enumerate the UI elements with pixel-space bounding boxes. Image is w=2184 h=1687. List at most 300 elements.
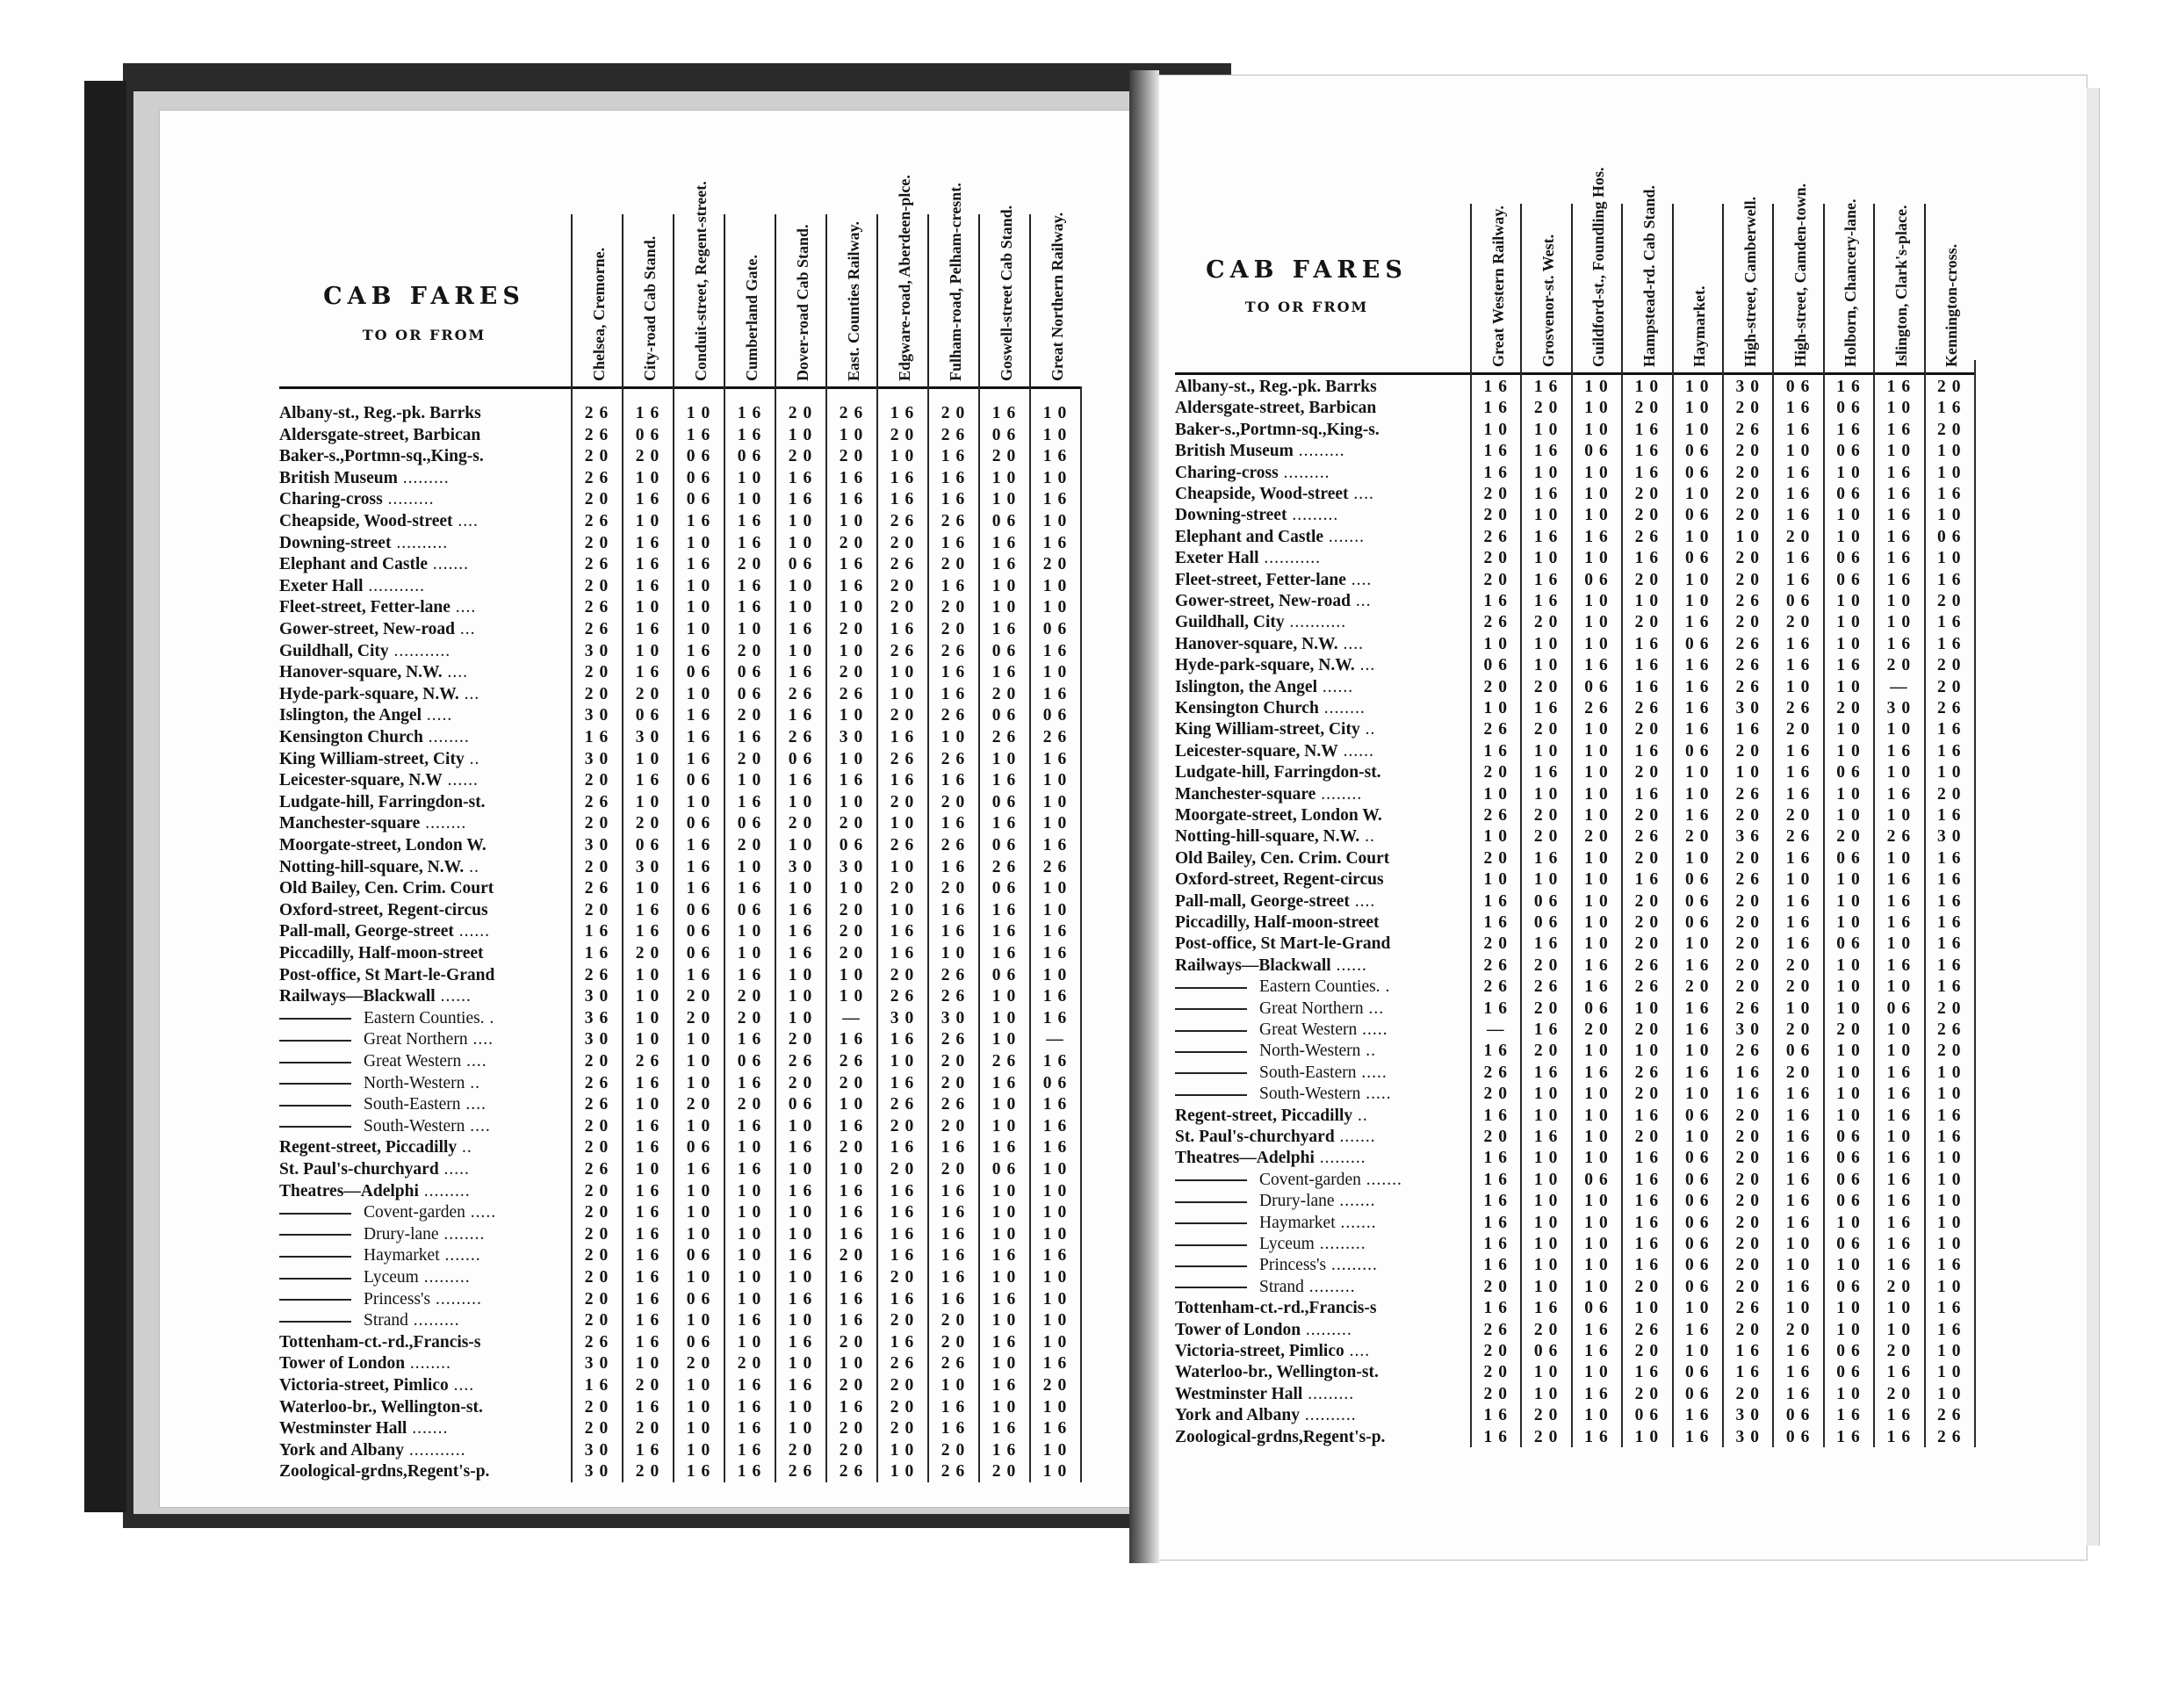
fare-cell: 10 bbox=[991, 1397, 1022, 1417]
table-row bbox=[279, 1417, 1080, 1439]
table-row bbox=[279, 899, 1080, 921]
fare-cell: 16 bbox=[1886, 506, 1917, 525]
fare-cell: 06 bbox=[991, 641, 1022, 660]
fare-cell: 16 bbox=[1785, 485, 1816, 503]
fare-cell: 20 bbox=[584, 1268, 615, 1287]
leader-dots: ...... bbox=[1337, 741, 1374, 761]
fare-cell: 20 bbox=[1483, 570, 1513, 589]
place-name bbox=[1175, 1083, 1467, 1105]
fare-cell: 06 bbox=[1836, 399, 1866, 418]
fare-cell: 20 bbox=[1634, 806, 1665, 825]
table-row bbox=[1175, 397, 1974, 419]
fare-cell: 16 bbox=[1886, 1235, 1917, 1253]
fare-cell: 16 bbox=[1533, 592, 1564, 610]
fare-cell: 20 bbox=[1735, 1277, 1765, 1296]
fare-cell: 10 bbox=[788, 1419, 818, 1438]
fare-cell: 06 bbox=[1785, 592, 1816, 610]
fare-cell: 16 bbox=[1836, 1427, 1866, 1446]
leader-dots: .... bbox=[465, 1116, 491, 1135]
fare-cell: 16 bbox=[1483, 999, 1513, 1018]
table-row bbox=[279, 1136, 1080, 1158]
fare-cell: 06 bbox=[686, 771, 717, 790]
fare-cell: 10 bbox=[1836, 891, 1866, 911]
place-name bbox=[1175, 590, 1467, 612]
place-name bbox=[1175, 1383, 1467, 1405]
table-row bbox=[1175, 483, 1974, 505]
fare-cell: 10 bbox=[1937, 1384, 1967, 1403]
fare-cell: 16 bbox=[1886, 1406, 1917, 1425]
fare-cell: — bbox=[1486, 1020, 1510, 1039]
fare-cell: 16 bbox=[1483, 399, 1513, 418]
fare-cell: 10 bbox=[1042, 576, 1073, 595]
place-name bbox=[279, 1158, 567, 1180]
fare-cell: 16 bbox=[1785, 1277, 1816, 1296]
place-label: South-Western bbox=[1259, 1085, 1361, 1104]
fare-cell: 16 bbox=[1533, 1128, 1564, 1146]
fare-cell: 16 bbox=[941, 771, 971, 790]
fare-cell: 16 bbox=[686, 1160, 717, 1179]
fare-cell: 16 bbox=[1785, 549, 1816, 568]
fare-cell: 16 bbox=[1785, 741, 1816, 761]
column-header bbox=[825, 214, 876, 386]
fare-cell: 20 bbox=[941, 1332, 971, 1352]
fare-cell: 10 bbox=[991, 1268, 1022, 1287]
fare-cell: 10 bbox=[635, 965, 666, 984]
fare-cell: 10 bbox=[890, 900, 920, 919]
fare-cell: 06 bbox=[737, 447, 768, 466]
fare-cell: 10 bbox=[635, 1030, 666, 1049]
fare-cell: 20 bbox=[890, 1160, 920, 1179]
fare-cell: 16 bbox=[1634, 420, 1665, 439]
place-name bbox=[1175, 1254, 1467, 1276]
ditto-dash bbox=[279, 1040, 351, 1042]
leader-dots: .... bbox=[1344, 1342, 1371, 1360]
place-label: Notting-hill-square, N.W. bbox=[279, 857, 465, 876]
ditto-dash bbox=[279, 1083, 351, 1085]
fare-cell: 20 bbox=[1533, 613, 1564, 632]
fare-cell: 16 bbox=[1483, 1042, 1513, 1061]
fare-cell: 20 bbox=[890, 1268, 920, 1287]
fare-cell: 16 bbox=[1533, 763, 1564, 782]
fare-cell: 16 bbox=[1937, 1106, 1967, 1125]
fare-cell: 20 bbox=[1937, 1042, 1967, 1061]
fare-cell: 20 bbox=[1483, 677, 1513, 696]
place-name bbox=[279, 618, 567, 640]
place-name bbox=[279, 1093, 567, 1115]
fare-cell: 26 bbox=[839, 404, 869, 422]
fare-cell: 10 bbox=[991, 1203, 1022, 1222]
table-row bbox=[1175, 718, 1974, 740]
table-row bbox=[1175, 825, 1974, 847]
fare-cell: 16 bbox=[1937, 399, 1967, 418]
fare-cell: 20 bbox=[1937, 999, 1967, 1018]
fare-cell: 20 bbox=[1735, 1106, 1765, 1125]
fare-cell: 20 bbox=[991, 1462, 1022, 1482]
fare-cell: 16 bbox=[686, 965, 717, 984]
fare-cell: 10 bbox=[1584, 1042, 1614, 1061]
fare-cell: 10 bbox=[1584, 806, 1614, 825]
fare-cell: 20 bbox=[890, 425, 920, 444]
fare-cell: 20 bbox=[584, 1181, 615, 1200]
fare-cell: 16 bbox=[991, 1376, 1022, 1395]
fare-cell: 16 bbox=[1735, 1342, 1765, 1360]
fare-cell: 06 bbox=[1685, 442, 1715, 461]
place-label: Charing-cross bbox=[279, 490, 383, 509]
fare-cell: 10 bbox=[686, 1030, 717, 1049]
fare-cell: 16 bbox=[1483, 1170, 1513, 1189]
place-name bbox=[279, 1309, 567, 1331]
fare-cell: 20 bbox=[686, 1095, 717, 1114]
fare-cell: 26 bbox=[1735, 1042, 1765, 1061]
fare-cell: 16 bbox=[1584, 656, 1614, 675]
fare-cell: 20 bbox=[788, 1030, 818, 1049]
fare-cell: 16 bbox=[788, 1181, 818, 1200]
fare-cell: 26 bbox=[584, 512, 615, 530]
fare-cell: 16 bbox=[1937, 485, 1967, 503]
place-name bbox=[1175, 869, 1467, 890]
fare-cell: 20 bbox=[737, 706, 768, 725]
fare-cell: 30 bbox=[1735, 699, 1765, 717]
fare-cell: 16 bbox=[1785, 934, 1816, 954]
fare-cell: 20 bbox=[1685, 827, 1715, 847]
fare-cell: 16 bbox=[1785, 891, 1816, 911]
fare-cell: 10 bbox=[839, 749, 869, 768]
fare-cell: 16 bbox=[991, 1289, 1022, 1309]
fare-cell: 20 bbox=[686, 1008, 717, 1027]
fare-cell: 16 bbox=[941, 900, 971, 919]
fare-cell: 26 bbox=[1483, 806, 1513, 825]
fare-cell: 16 bbox=[788, 944, 818, 962]
fare-cell: 16 bbox=[1785, 1085, 1816, 1104]
fare-cell: 10 bbox=[686, 1440, 717, 1460]
fare-cell: 10 bbox=[1886, 720, 1917, 739]
fare-cell: 06 bbox=[1533, 891, 1564, 911]
fare-cell: 10 bbox=[737, 857, 768, 876]
table-row bbox=[1175, 1040, 1974, 1062]
place-label: Victoria-street, Pimlico bbox=[1175, 1342, 1344, 1360]
column-header-label: Goswell-street Cab Stand. bbox=[998, 205, 1015, 381]
fare-cell: 10 bbox=[1584, 1235, 1614, 1253]
fare-cell: 10 bbox=[1584, 1363, 1614, 1382]
fare-cell: 10 bbox=[1685, 527, 1715, 546]
leader-dots: ..... bbox=[1360, 1085, 1392, 1104]
fare-cell: 16 bbox=[1785, 420, 1816, 439]
fare-cell: 26 bbox=[839, 1052, 869, 1071]
fare-cell: 10 bbox=[737, 1246, 768, 1265]
place-label: Victoria-street, Pimlico bbox=[279, 1376, 449, 1395]
fare-cell: 16 bbox=[941, 1268, 971, 1287]
fare-cell: 16 bbox=[1634, 677, 1665, 696]
table-row bbox=[1175, 676, 1974, 698]
fare-cell: 26 bbox=[941, 965, 971, 984]
table-row bbox=[1175, 1319, 1974, 1341]
fare-cell: 26 bbox=[1483, 1320, 1513, 1339]
fare-cell: 26 bbox=[941, 706, 971, 725]
place-name bbox=[1175, 1126, 1467, 1148]
fare-cell: 20 bbox=[1533, 677, 1564, 696]
place-name bbox=[279, 1417, 567, 1439]
leader-dots: ......... bbox=[1301, 1320, 1352, 1339]
place-name bbox=[279, 985, 567, 1007]
fare-cell: 20 bbox=[1735, 1384, 1765, 1403]
column-header-label: Hampstead-rd. Cab Stand. bbox=[1640, 184, 1658, 367]
fare-cell: 10 bbox=[686, 1397, 717, 1417]
fare-cell: 26 bbox=[1735, 677, 1765, 696]
place-label: Post-office, St Mart-le-Grand bbox=[279, 965, 495, 984]
fare-cell: 16 bbox=[686, 641, 717, 660]
fare-cell: 16 bbox=[941, 533, 971, 552]
fare-cell: 10 bbox=[1685, 1342, 1715, 1360]
ditto-dash bbox=[1175, 1222, 1247, 1224]
fare-cell: 16 bbox=[788, 1332, 818, 1352]
ditto-dash bbox=[279, 1234, 351, 1236]
fare-cell: 10 bbox=[1584, 1149, 1614, 1168]
fare-cell: 10 bbox=[1533, 1192, 1564, 1211]
place-name bbox=[1175, 783, 1467, 805]
table-row bbox=[279, 424, 1080, 446]
fare-cell: 20 bbox=[584, 663, 615, 682]
place-name bbox=[1175, 1105, 1467, 1127]
fare-cell: 10 bbox=[1533, 1149, 1564, 1168]
column-header-label: Fulham-road, Pelham-cresnt. bbox=[947, 183, 964, 381]
place-label: Islington, the Angel bbox=[279, 706, 422, 725]
fare-cell: 10 bbox=[1685, 570, 1715, 589]
fare-cell: 10 bbox=[788, 1268, 818, 1287]
fare-cell: 16 bbox=[1533, 378, 1564, 396]
table-row bbox=[279, 1266, 1080, 1288]
fare-cell: 10 bbox=[1042, 1397, 1073, 1417]
place-name bbox=[1175, 440, 1467, 462]
fare-cell: 10 bbox=[839, 965, 869, 984]
column-header-label: Islington, Clark's-place. bbox=[1892, 205, 1910, 367]
fare-cell: 20 bbox=[1735, 463, 1765, 482]
fare-cell: 20 bbox=[1937, 592, 1967, 610]
fare-cell: 26 bbox=[941, 1030, 971, 1049]
fare-cell: 10 bbox=[839, 1354, 869, 1373]
place-label: British Museum bbox=[1175, 442, 1294, 461]
place-label: British Museum bbox=[279, 468, 398, 487]
fare-cell: 06 bbox=[839, 836, 869, 854]
fare-cell: 10 bbox=[1584, 763, 1614, 782]
fare-cell: 20 bbox=[839, 922, 869, 941]
fare-cell: 16 bbox=[941, 1246, 971, 1265]
place-label: Railways—Blackwall bbox=[1175, 955, 1331, 975]
table-row bbox=[279, 726, 1080, 748]
fare-cell: 16 bbox=[635, 620, 666, 638]
table-row bbox=[1175, 376, 1974, 398]
place-name bbox=[1175, 1297, 1467, 1319]
fare-cell: 16 bbox=[635, 771, 666, 790]
fare-cell: 26 bbox=[890, 749, 920, 768]
fare-cell: 16 bbox=[737, 512, 768, 530]
place-name bbox=[1175, 633, 1467, 655]
place-name bbox=[279, 488, 567, 510]
table-row bbox=[279, 834, 1080, 856]
table-row bbox=[279, 1223, 1080, 1245]
place-label: Zoological-grdns,Regent's-p. bbox=[279, 1462, 490, 1482]
left-fare-rows bbox=[279, 402, 1080, 1482]
leader-dots: ........ bbox=[1315, 784, 1363, 804]
fare-cell: 10 bbox=[635, 468, 666, 487]
place-label: Aldersgate-street, Barbican bbox=[1175, 399, 1377, 418]
fare-cell: 20 bbox=[1937, 378, 1967, 396]
fare-cell: 10 bbox=[635, 987, 666, 1006]
fare-cell: 06 bbox=[1685, 634, 1715, 653]
fare-cell: 10 bbox=[1042, 425, 1073, 444]
fare-cell: 10 bbox=[788, 1116, 818, 1135]
fare-cell: 06 bbox=[1533, 1342, 1564, 1360]
fare-cell: 26 bbox=[1937, 1427, 1967, 1446]
fare-cell: 06 bbox=[1836, 1192, 1866, 1211]
fare-cell: 20 bbox=[941, 1073, 971, 1092]
fare-cell: 20 bbox=[1533, 1427, 1564, 1446]
leader-dots: .. bbox=[1360, 1042, 1377, 1061]
fare-cell: 16 bbox=[1685, 1063, 1715, 1082]
table-row bbox=[279, 748, 1080, 770]
fare-cell: 10 bbox=[1483, 699, 1513, 717]
leader-dots: .... bbox=[450, 598, 477, 617]
place-name bbox=[279, 1266, 567, 1288]
fare-cell: 10 bbox=[1836, 720, 1866, 739]
fare-cell: 06 bbox=[1685, 1384, 1715, 1403]
leader-dots: .......... bbox=[391, 533, 449, 552]
fare-cell: 16 bbox=[1785, 570, 1816, 589]
fare-cell: 10 bbox=[1584, 592, 1614, 610]
leader-dots: ....... bbox=[428, 555, 470, 574]
place-label: Old Bailey, Cen. Crim. Court bbox=[1175, 848, 1390, 868]
fare-cell: 20 bbox=[941, 879, 971, 898]
table-row bbox=[279, 1352, 1080, 1374]
leader-dots: ...... bbox=[1317, 677, 1354, 696]
fare-cell: 30 bbox=[1937, 827, 1967, 847]
fare-cell: 26 bbox=[1937, 1406, 1967, 1425]
place-label: Oxford-street, Regent-circus bbox=[279, 900, 488, 919]
fare-cell: 16 bbox=[1685, 1320, 1715, 1339]
fare-cell: 16 bbox=[1886, 634, 1917, 653]
column-header-label: High-street, Camden-town. bbox=[1791, 183, 1810, 367]
ditto-dash bbox=[279, 1062, 351, 1063]
fare-cell: 06 bbox=[686, 1289, 717, 1309]
place-label: Islington, the Angel bbox=[1175, 677, 1317, 696]
right-fare-table bbox=[1175, 167, 1974, 1477]
fare-cell: 20 bbox=[1735, 1149, 1765, 1168]
fare-cell: 20 bbox=[1634, 399, 1665, 418]
leader-dots: ......... bbox=[430, 1289, 482, 1309]
fare-cell: 10 bbox=[1785, 442, 1816, 461]
fare-cell: 30 bbox=[584, 1462, 615, 1482]
column-header-label: Dover-road Cab Stand. bbox=[794, 224, 811, 381]
leader-dots: ....... bbox=[1334, 1192, 1376, 1211]
fare-cell: 10 bbox=[1634, 592, 1665, 610]
fare-cell: 20 bbox=[1735, 1213, 1765, 1232]
fare-cell: 16 bbox=[1634, 1106, 1665, 1125]
fare-cell: 20 bbox=[890, 576, 920, 595]
fare-cell: 06 bbox=[1685, 741, 1715, 761]
column-header bbox=[1873, 204, 1923, 372]
table-row bbox=[279, 964, 1080, 986]
place-name bbox=[1175, 1276, 1467, 1298]
fare-cell: 20 bbox=[737, 1095, 768, 1114]
fare-cell: 10 bbox=[1886, 1320, 1917, 1339]
fare-cell: 10 bbox=[1584, 784, 1614, 804]
fare-cell: 20 bbox=[1735, 485, 1765, 503]
table-row bbox=[1175, 1361, 1974, 1383]
fare-cell: 26 bbox=[890, 641, 920, 660]
fare-cell: 16 bbox=[686, 1462, 717, 1482]
fare-cell: 16 bbox=[1886, 955, 1917, 975]
fare-cell: 26 bbox=[584, 620, 615, 638]
fare-cell: 10 bbox=[1042, 1203, 1073, 1222]
table-row bbox=[1175, 869, 1974, 890]
ditto-dash bbox=[1175, 1072, 1247, 1074]
fare-cell: 16 bbox=[941, 1289, 971, 1309]
place-name bbox=[1175, 1212, 1467, 1234]
fare-cell: 10 bbox=[1533, 1085, 1564, 1104]
fare-cell: 26 bbox=[1483, 720, 1513, 739]
place-label: Charing-cross bbox=[1175, 463, 1279, 482]
leader-dots: .... bbox=[1349, 891, 1376, 911]
fare-cell: 10 bbox=[635, 1095, 666, 1114]
fare-cell: 16 bbox=[1886, 463, 1917, 482]
table-row bbox=[279, 704, 1080, 726]
fare-cell: 16 bbox=[1937, 913, 1967, 932]
fare-cell: 16 bbox=[1937, 613, 1967, 632]
fare-cell: 16 bbox=[1685, 720, 1715, 739]
fare-cell: 10 bbox=[1483, 784, 1513, 804]
fare-cell: 16 bbox=[1584, 1320, 1614, 1339]
fare-cell: 20 bbox=[1735, 1128, 1765, 1146]
place-label: Lyceum bbox=[1259, 1235, 1315, 1253]
fare-cell: 16 bbox=[788, 771, 818, 790]
fare-cell: 16 bbox=[1584, 1427, 1614, 1446]
fare-cell: 16 bbox=[839, 1311, 869, 1330]
fare-cell: 16 bbox=[635, 663, 666, 682]
fare-cell: 10 bbox=[788, 987, 818, 1006]
fare-cell: 20 bbox=[1785, 806, 1816, 825]
place-name bbox=[279, 424, 567, 446]
right-page-subtitle: TO OR FROM bbox=[1244, 299, 1369, 315]
fare-cell: 06 bbox=[1685, 1170, 1715, 1189]
fare-cell: 16 bbox=[1685, 1020, 1715, 1039]
fare-cell: 10 bbox=[788, 598, 818, 617]
place-name bbox=[1175, 825, 1467, 847]
fare-cell: 10 bbox=[941, 1376, 971, 1395]
leader-dots: ... bbox=[1363, 999, 1385, 1018]
fare-cell: 16 bbox=[737, 1030, 768, 1049]
table-row bbox=[279, 769, 1080, 791]
fare-cell: 16 bbox=[737, 1116, 768, 1135]
fare-cell: 26 bbox=[1483, 977, 1513, 997]
place-name bbox=[1175, 761, 1467, 783]
fare-cell: 16 bbox=[991, 900, 1022, 919]
place-label: Hanover-square, N.W. bbox=[279, 663, 443, 682]
place-name bbox=[1175, 1404, 1467, 1426]
table-row bbox=[1175, 1062, 1974, 1084]
fare-cell: 30 bbox=[635, 857, 666, 876]
fare-cell: 10 bbox=[1533, 1213, 1564, 1232]
place-label: Aldersgate-street, Barbican bbox=[279, 425, 481, 444]
fare-cell: 20 bbox=[1836, 827, 1866, 847]
fare-cell: 20 bbox=[941, 620, 971, 638]
fare-cell: 06 bbox=[991, 836, 1022, 854]
place-label: Cheapside, Wood-street bbox=[1175, 485, 1349, 503]
fare-cell: 16 bbox=[737, 1397, 768, 1417]
fare-cell: 16 bbox=[890, 771, 920, 790]
table-row bbox=[1175, 890, 1974, 912]
column-header bbox=[927, 183, 978, 386]
leader-dots: .... bbox=[467, 1030, 494, 1049]
fare-cell: 20 bbox=[1735, 570, 1765, 589]
